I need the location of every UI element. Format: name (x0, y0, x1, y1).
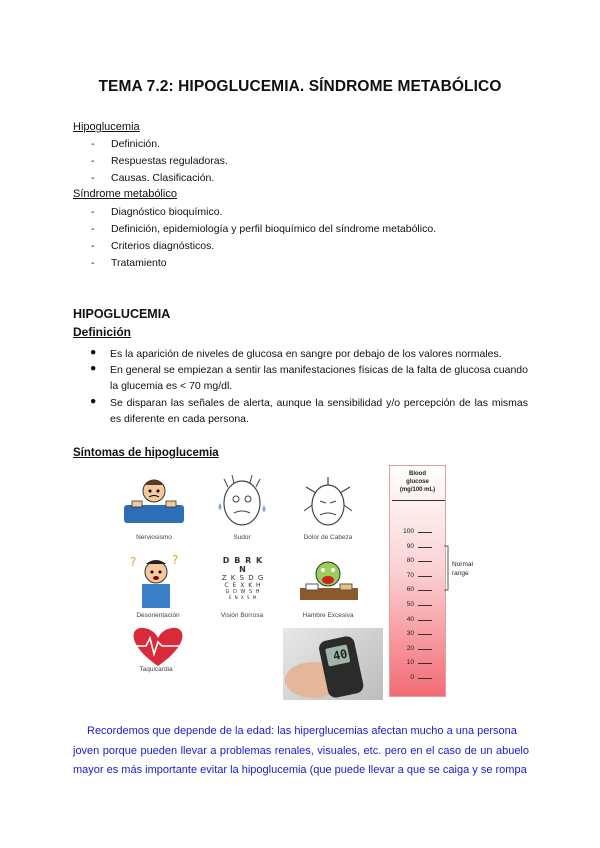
gauge-tick-mark (418, 532, 432, 533)
caption: Visión Borrosa (220, 612, 264, 619)
outline-section-hipoglucemia: Hipoglucemia (73, 121, 140, 133)
disoriented-person-icon (128, 552, 184, 610)
sweating-face-icon (212, 475, 272, 530)
gauge-tick-mark (418, 663, 432, 664)
eye-chart-icon: D B R K N Z K S D G C E X K H G D W S H E N X S M (221, 556, 265, 600)
bullet-icon: ● (90, 395, 97, 407)
svg-text:?: ? (130, 555, 137, 569)
caption: Dolor de Cabeza (303, 534, 353, 541)
subsection-heading: Definición (73, 325, 132, 339)
section-heading: HIPOGLUCEMIA (73, 307, 171, 321)
gauge-tick-label: 40 (406, 615, 414, 623)
gauge-tick-mark (418, 547, 432, 548)
headache-face-icon (298, 475, 358, 530)
meter-reading: 40 (331, 646, 349, 664)
gauge-tick-label: 50 (406, 601, 414, 608)
hungry-person-icon (298, 554, 360, 606)
heart-icon (126, 624, 190, 668)
caption: Sudor (233, 534, 251, 541)
gauge-tick-label: 70 (406, 571, 414, 579)
gauge-tick-label: 0 (410, 674, 414, 681)
gauge-tick-mark (418, 576, 432, 577)
gauge-tick-mark (418, 561, 432, 562)
blood-glucose-gauge: Blood glucose (mg/100 mL) 100 90 80 70 60 50 40 30 20 10 0 (389, 465, 446, 697)
glucose-meter-icon (283, 628, 383, 700)
gauge-tick-label: 80 (406, 557, 414, 565)
normal-range-label: Normal range (452, 561, 473, 577)
glucose-meter-photo (283, 628, 383, 700)
normal-range-bracket (444, 544, 450, 594)
bullet-icon: ● (90, 362, 97, 374)
caption: Nerviosismo (136, 534, 172, 541)
gauge-tick-mark (418, 649, 432, 650)
note-line: Recordemos que depende de la edad: las hiperglucemias afectan mucho a una persona (87, 725, 517, 737)
gauge-tick-mark (418, 605, 432, 606)
nervous-person-icon (122, 475, 186, 527)
gauge-tick-mark (418, 590, 432, 591)
outline-section-sindrome: Síndrome metabólico (73, 188, 177, 200)
note-line: joven porque pueden llevar a problemas renales, visuales, etc. pero en el caso de un abuelo mayor es más importante evitar la hipoglucemia (que puede llevar a que se caiga y se rompa (73, 744, 529, 776)
gauge-tick-label: 100 (403, 528, 414, 535)
bullet-icon: ● (90, 346, 97, 358)
gauge-tick-label: 30 (406, 630, 414, 638)
gauge-tick-mark (418, 678, 432, 679)
gauge-tick-mark (418, 634, 432, 635)
page-title: TEMA 7.2: HIPOGLUCEMIA. SÍNDROME METABÓLICO (98, 78, 502, 95)
caption: Taquicardia (139, 666, 173, 673)
symptoms-heading: Síntomas de hipoglucemia (73, 447, 219, 459)
gauge-tick-label: 60 (406, 586, 414, 594)
gauge-tick-label: 10 (406, 659, 414, 667)
gauge-tick-label: 90 (406, 542, 414, 550)
caption: Desorientación (136, 612, 180, 619)
svg-text:?: ? (172, 553, 179, 567)
gauge-tick-mark (418, 620, 432, 621)
caption: Hambre Excesiva (302, 612, 354, 619)
note-paragraph (73, 722, 529, 781)
gauge-tick-label: 20 (406, 644, 414, 652)
